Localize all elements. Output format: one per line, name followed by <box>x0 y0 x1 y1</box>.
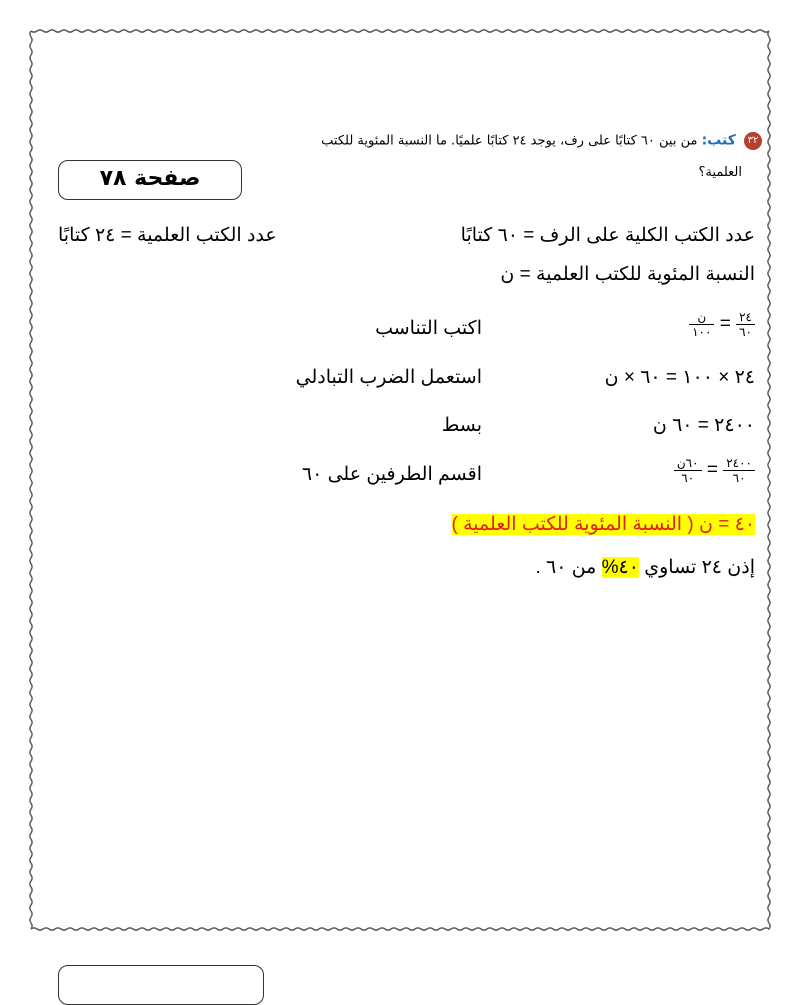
question-text-1: من بين ٦٠ كتابًا على رف، يوجد ٢٤ كتابًا علميًا. ما النسبة المئوية للكتب <box>321 133 698 149</box>
step3-equation: ٢٤٠٠ = ٦٠ ن <box>652 415 755 436</box>
step4-equation: $\frac{\text{٦٠ن}}{٦٠}$ = $\frac{٢٤٠٠}{٦٠}$ <box>674 456 755 485</box>
step3-note: بسط <box>441 415 482 436</box>
fraction-24-over-60: $\frac{٢٤}{٦٠}$ <box>736 310 755 339</box>
question-line-2 <box>699 165 742 180</box>
page-reference-text: صفحة ٧٨ <box>99 166 201 191</box>
step4-note: اقسم الطرفين على ٦٠ <box>301 464 482 485</box>
step1-note: اكتب التناسب <box>375 318 482 339</box>
question-keyword: كتب: <box>701 132 736 149</box>
conclusion-percent: ٤٠% <box>601 557 639 578</box>
conclusion-pre: إذن ٢٤ تساوي <box>644 557 755 578</box>
total-books-line: عدد الكتب الكلية على الرف = ٦٠ كتابًا <box>460 225 755 246</box>
step2-note: استعمل الضرب التبادلي <box>295 367 482 388</box>
percent-definition: النسبة المئوية للكتب العلمية = ن <box>500 264 755 285</box>
question-text-2: العلمية؟ <box>698 165 742 180</box>
next-page-reference-box <box>58 965 264 1005</box>
conclusion-post: من ٦٠ . <box>535 557 597 578</box>
question-line-1 <box>321 132 762 150</box>
fraction-60n-over-60: $\frac{\text{٦٠ن}}{٦٠}$ <box>674 456 702 485</box>
science-books-line: عدد الكتب العلمية = ٢٤ كتابًا <box>58 225 277 246</box>
result-highlight: ٤٠ = ن ( النسبة المئوية للكتب العلمية ) <box>451 514 755 535</box>
step1-equation: $\frac{\text{ن}}{١٠٠}$ = $\frac{٢٤}{٦٠}$ <box>689 310 755 339</box>
fraction-n-over-100: $\frac{\text{ن}}{١٠٠}$ <box>689 310 714 339</box>
page-reference-box <box>58 160 242 200</box>
result-line <box>452 513 756 536</box>
conclusion-line <box>535 556 755 579</box>
question-number-badge: ٣٢ <box>744 132 762 150</box>
step2-equation: ٢٤ × ١٠٠ = ٦٠ × ن <box>604 367 755 388</box>
fraction-2400-over-60: $\frac{٢٤٠٠}{٦٠}$ <box>723 456 755 485</box>
